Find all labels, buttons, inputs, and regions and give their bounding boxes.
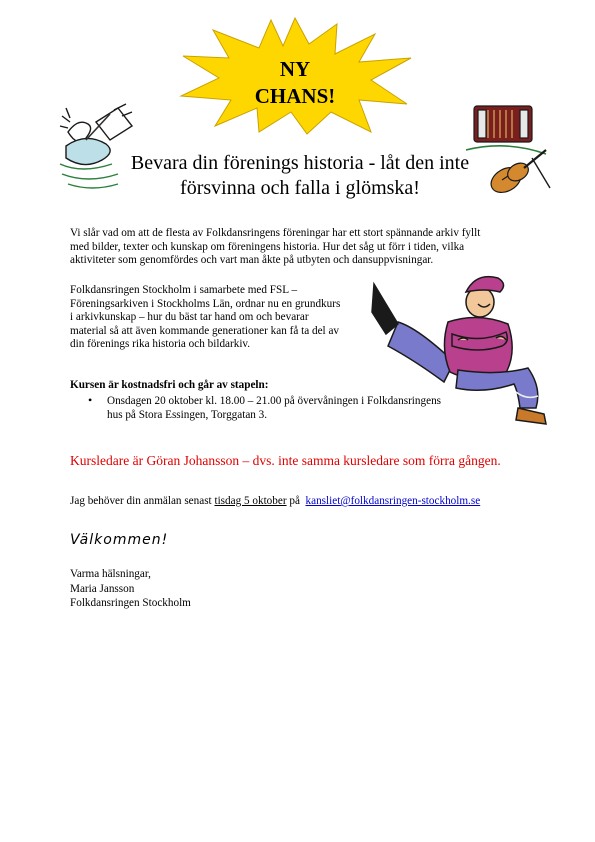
signature-org: Folkdansringen Stockholm <box>70 597 191 609</box>
collab-paragraph <box>70 284 365 352</box>
bullet-icon: • <box>88 393 93 407</box>
registration-line <box>70 495 480 507</box>
starburst-line2: CHANS! <box>254 84 336 108</box>
intro-line: med bilder, texter och kunskap om föreningens historia. Hur det såg ut förr i tiden, vilka <box>70 240 465 253</box>
welcome-text: Välkommen! <box>70 532 169 548</box>
registration-deadline: tisdag 5 oktober <box>214 495 287 507</box>
collab-line: i arkivkunskap – hur du bäst tar hand om och bevarar <box>70 311 309 324</box>
collab-line: material så att även kommande generationer kan få ta del av <box>70 324 339 337</box>
collab-line: Folkdansringen Stockholm i samarbete med FSL – <box>70 284 298 296</box>
signature-block <box>70 567 191 611</box>
course-line1: Onsdagen 20 oktober kl. 18.00 – 21.00 på övervåningen i Folkdansringens <box>107 395 442 407</box>
registration-prefix: Jag behöver din anmälan senast <box>70 495 215 507</box>
course-heading: Kursen är kostnadsfri och går av stapeln: <box>70 379 269 391</box>
intro-line: aktiviteter som genomfördes och vart man åkte på utbyten och dansuppvisningar. <box>70 254 434 267</box>
course-details <box>107 395 497 422</box>
starburst-text <box>175 56 415 110</box>
title-line1: Bevara din förenings historia - låt den inte <box>130 152 470 174</box>
registration-mid: på <box>286 495 306 507</box>
collab-line: Föreningsarkiven i Stockholms Län, ordnar nu en grundkurs <box>70 297 341 310</box>
starburst-line1: NY <box>279 57 311 81</box>
signature-greeting: Varma hälsningar, <box>70 568 151 580</box>
email-link[interactable]: kansliet@folkdansringen-stockholm.se <box>305 495 481 507</box>
course-leader-notice: Kursledare är Göran Johansson – dvs. inte samma kursledare som förra gången. <box>70 453 501 468</box>
intro-line: Vi slår vad om att de flesta av Folkdansringens föreningar har ett stort spännande arkiv fyllt <box>70 227 481 239</box>
page-title <box>100 151 500 201</box>
signature-name: Maria Jansson <box>70 582 135 595</box>
course-line2: hus på Stora Essingen, Torggatan 3. <box>107 408 268 421</box>
title-line2: försvinna och falla i glömska! <box>180 177 420 199</box>
collab-line: din förenings rika historia och bildarkiv. <box>70 338 251 351</box>
